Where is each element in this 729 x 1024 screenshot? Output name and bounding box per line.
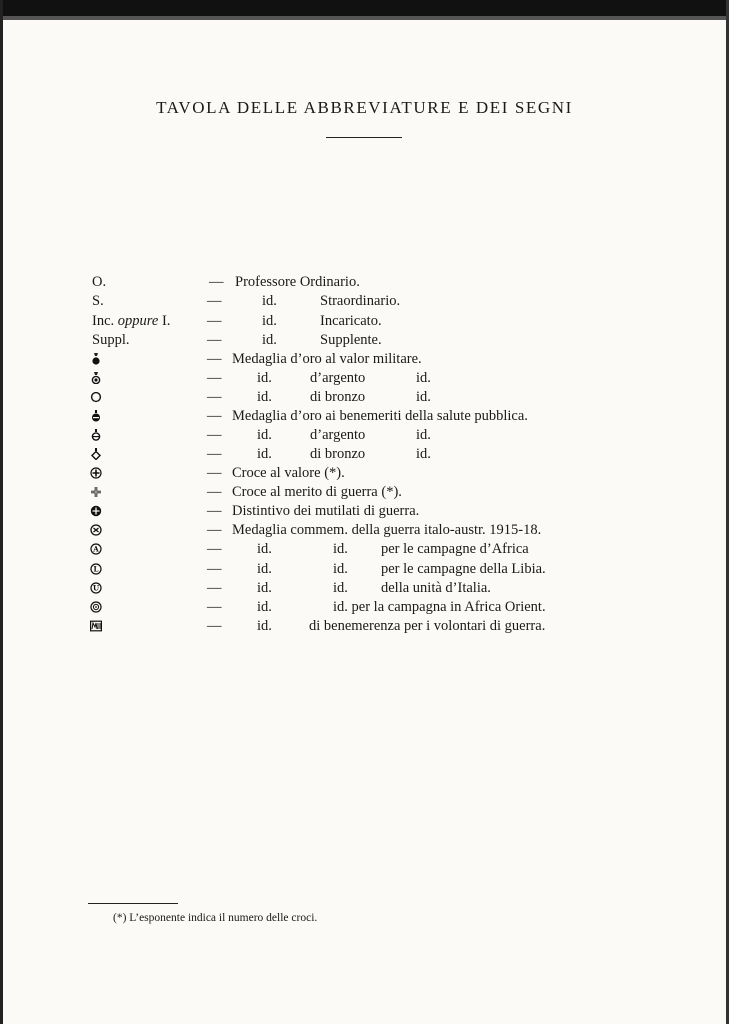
definition: di bronzo (310, 389, 366, 405)
definition: per le campagne d’Africa (381, 541, 529, 557)
definition-id: id. (257, 389, 272, 405)
definition: Distintivo dei mutilati di guerra. (232, 503, 420, 519)
dash: — (207, 427, 222, 443)
dash: — (207, 484, 222, 500)
scan-left-edge (0, 0, 3, 1024)
libya-campaign-icon (90, 563, 102, 575)
svg-text:U: U (92, 583, 100, 593)
definition-id: id. (416, 370, 431, 386)
definition: Professore Ordinario. (235, 274, 360, 290)
abbreviation: O. (92, 274, 107, 290)
abbreviation: S. (92, 293, 104, 309)
dash: — (207, 503, 222, 519)
dash: — (209, 274, 224, 290)
definition-id: id. (262, 293, 277, 309)
commemorative-medal-icon (90, 524, 102, 536)
valor-cross-icon (90, 467, 102, 479)
definition-id: id. (257, 599, 272, 615)
volunteer-merit-icon (90, 620, 102, 632)
svg-text:A: A (93, 544, 99, 554)
definition-id: id. (262, 332, 277, 348)
footnote: (*) L’esponente indica il numero delle croci. (113, 912, 318, 924)
dash: — (207, 522, 222, 538)
war-merit-cross-icon (90, 486, 102, 498)
definition-id: id. (416, 446, 431, 462)
medal-bronze-icon (90, 391, 102, 403)
definition: id. per la campagna in Africa Orient. (333, 599, 546, 615)
scan-top-shadow (0, 16, 729, 20)
definition-id: id. (262, 313, 277, 329)
east-africa-campaign-icon (90, 601, 102, 613)
abbreviation-i: I. (158, 313, 171, 329)
definition-id: id. (333, 580, 348, 596)
dash: — (207, 580, 222, 596)
definition: per le campagne della Libia. (381, 561, 546, 577)
definition-id: id. (257, 541, 272, 557)
medal-silver-icon (90, 372, 102, 384)
definition-id: id. (257, 618, 272, 634)
definition-id: id. (257, 427, 272, 443)
definition: Supplente. (320, 332, 382, 348)
dash: — (207, 561, 222, 577)
definition: Medaglia d’oro al valor militare. (232, 351, 422, 367)
definition: Croce al merito di guerra (*). (232, 484, 402, 500)
definition-id: id. (257, 370, 272, 386)
abbreviation (92, 312, 170, 331)
health-medal-bronze-icon (90, 448, 102, 460)
definition: di benemerenza per i volontari di guerra. (309, 618, 546, 634)
definition: Croce al valore (*). (232, 465, 345, 481)
definition-id: id. (333, 561, 348, 577)
medal-gold-icon (90, 353, 102, 365)
definition-id: id. (257, 561, 272, 577)
definition: Straordinario. (320, 293, 401, 309)
definition-id: id. (257, 580, 272, 596)
dash: — (207, 313, 222, 329)
definition-id: id. (416, 427, 431, 443)
africa-campaign-icon (90, 543, 102, 555)
abbreviation: Suppl. (92, 332, 130, 348)
dash: — (207, 351, 222, 367)
dash: — (207, 370, 222, 386)
dash: — (207, 541, 222, 557)
dash: — (207, 293, 222, 309)
page-title: TAVOLA DELLE ABBREVIATURE E DEI SEGNI (156, 98, 573, 117)
dash: — (207, 446, 222, 462)
definition: di bronzo (310, 446, 366, 462)
health-medal-silver-icon (90, 429, 102, 441)
definition: della unità d’Italia. (381, 580, 491, 596)
title-rule (326, 137, 402, 138)
definition: Medaglia commem. della guerra italo-austr. 1915-18. (232, 522, 542, 538)
definition: d’argento (310, 427, 366, 443)
abbreviation-oppure: oppure (117, 313, 159, 329)
definition: Medaglia d’oro ai benemeriti della salute pubblica. (232, 408, 528, 424)
unity-italy-icon (90, 582, 102, 594)
footnote-rule (88, 903, 178, 904)
definition: d’argento (310, 370, 366, 386)
svg-text:L: L (93, 564, 99, 574)
definition-id: id. (257, 446, 272, 462)
dash: — (207, 389, 222, 405)
dash: — (207, 332, 222, 348)
definition: Incaricato. (320, 313, 382, 329)
scan-top-border (0, 0, 729, 16)
dash: — (207, 618, 222, 634)
mutilati-badge-icon (90, 505, 102, 517)
abbreviation-inc: Inc. (92, 313, 118, 329)
dash: — (207, 465, 222, 481)
definition-id: id. (333, 541, 348, 557)
dash: — (207, 599, 222, 615)
definition-id: id. (416, 389, 431, 405)
health-medal-gold-icon (90, 410, 102, 422)
dash: — (207, 408, 222, 424)
